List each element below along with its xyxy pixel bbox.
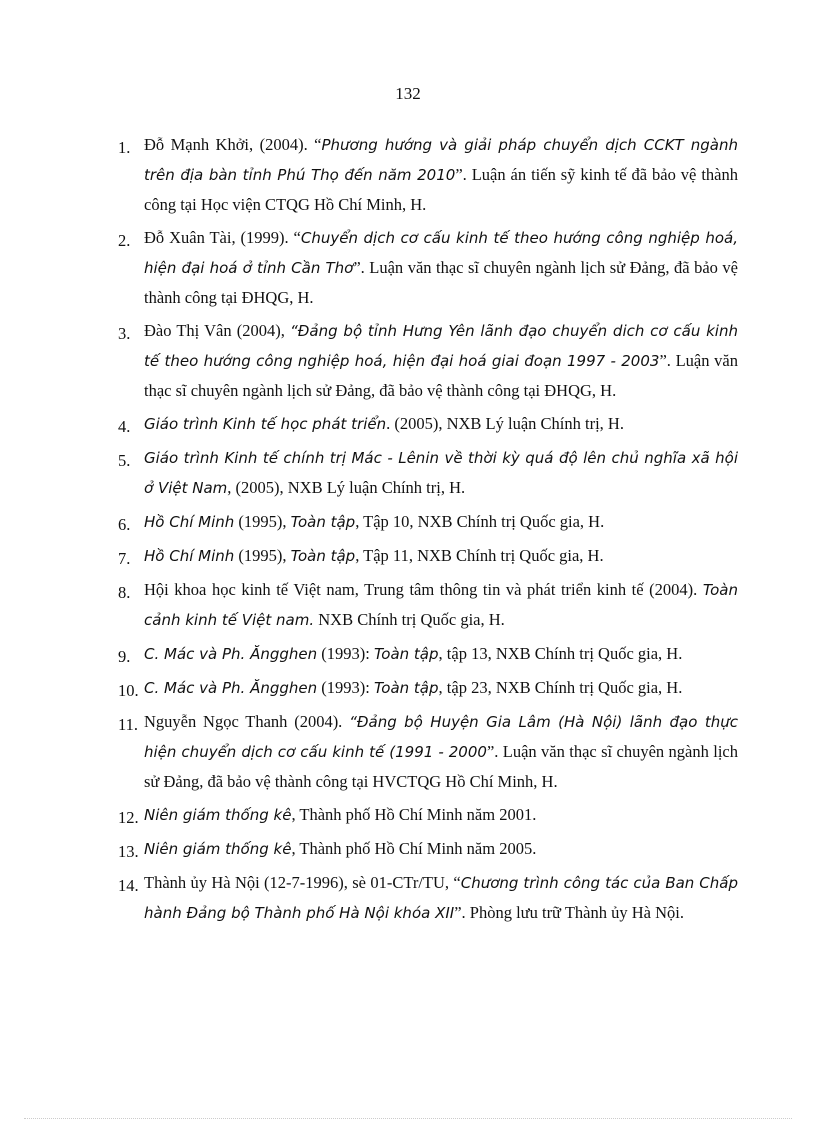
reference-title-segment: “Đảng bộ Huyện Gia Lâm (Hà Nội) lãnh đạo thực hiện chuyển dịch cơ cấu kinh tế (1991 - 2000 (144, 713, 738, 761)
reference-item (118, 868, 738, 928)
reference-number: 12. (118, 808, 139, 827)
reference-text (144, 707, 738, 796)
reference-item (118, 707, 738, 796)
reference-title-segment: Phương hướng và giải pháp chuyển dịch CCKT ngành trên địa bàn tỉnh Phú Thọ đến năm 2010 (144, 136, 739, 184)
reference-segment: (1995), (234, 512, 291, 531)
reference-number: 5. (118, 451, 131, 470)
reference-title-segment: Hồ Chí Minh (144, 513, 235, 531)
reference-segment: Thành ủy Hà Nội (12-7-1996), sè 01-CTr/TU, “ (144, 873, 461, 892)
reference-segment: (1995), (234, 546, 291, 565)
reference-text (144, 673, 738, 703)
reference-item (118, 130, 738, 219)
reference-title-segment: Toàn tập (373, 645, 439, 663)
reference-title-segment: Toàn tập (290, 547, 356, 565)
reference-segment: ”. Luận văn thạc sĩ chuyên ngành lịch sử Đảng, đã bảo vệ thành công tại ĐHQG, H. (144, 258, 738, 307)
reference-item (118, 834, 738, 864)
reference-text (144, 868, 738, 928)
reference-item (118, 507, 738, 537)
reference-text (144, 575, 738, 635)
reference-item (118, 673, 738, 703)
reference-number: 3. (118, 324, 131, 343)
reference-segment: , Thành phố Hồ Chí Minh năm 2001. (291, 805, 537, 824)
reference-number: 8. (118, 583, 131, 602)
reference-title-segment: Hồ Chí Minh (144, 547, 235, 565)
reference-title-segment: Giáo trình Kinh tế chính trị Mác - Lênin về thời kỳ quá độ lên chủ nghĩa xã hội ở Việt Nam (144, 449, 738, 497)
reference-number: 2. (118, 231, 131, 250)
reference-segment: , Thành phố Hồ Chí Minh năm 2005. (291, 839, 537, 858)
reference-segment: , (2005), NXB Lý luận Chính trị, H. (227, 478, 466, 497)
reference-item (118, 639, 738, 669)
reference-item (118, 443, 738, 503)
reference-number: 11. (118, 715, 139, 734)
reference-number: 10. (118, 681, 139, 700)
reference-segment: . (2005), NXB Lý luận Chính trị, H. (386, 414, 624, 433)
reference-segment: ”. Luận văn thạc sĩ chuyên ngành lịch sử Đảng, đã bảo vệ thành công tại HVCTQG Hồ Chí Minh, H. (144, 742, 738, 791)
reference-text (144, 507, 738, 537)
reference-segment: Nguyễn Ngọc Thanh (2004). (144, 712, 350, 731)
reference-segment: Đào Thị Vân (2004), (144, 321, 291, 340)
reference-title-segment: Niên giám thống kê (144, 806, 292, 824)
page-number: 132 (395, 84, 421, 103)
reference-segment: (1993): (317, 644, 374, 663)
reference-number: 7. (118, 549, 131, 568)
reference-title-segment: Toàn cảnh kinh tế Việt nam. (144, 581, 738, 629)
reference-text (144, 443, 738, 503)
reference-segment: , tập 23, NXB Chính trị Quốc gia, H. (438, 678, 683, 697)
reference-title-segment: “Đảng bộ tỉnh Hưng Yên lãnh đạo chuyển dich cơ cấu kinh tế theo hướng công nghiệp hoá, hiện đại hoá giai đoạn 1997 - 2003 (144, 322, 738, 370)
reference-item (118, 800, 738, 830)
reference-title-segment: Chương trình công tác của Ban Chấp hành Đảng bộ Thành phố Hà Nội khóa XII (144, 874, 738, 922)
reference-number: 1. (118, 138, 131, 157)
reference-list (118, 130, 738, 932)
reference-item (118, 575, 738, 635)
reference-title-segment: Giáo trình Kinh tế học phát triển (144, 415, 387, 433)
footer-divider (24, 1118, 792, 1119)
reference-item (118, 409, 738, 439)
reference-text (144, 834, 738, 864)
reference-text (144, 639, 738, 669)
reference-segment: NXB Chính trị Quốc gia, H. (314, 610, 505, 629)
reference-segment: ”. Luận án tiến sỹ kinh tế đã bảo vệ thành công tại Học viện CTQG Hồ Chí Minh, H. (144, 165, 738, 214)
reference-title-segment: Chuyển dịch cơ cấu kinh tế theo hướng công nghiệp hoá, hiện đại hoá ở tỉnh Cần Thơ (144, 229, 738, 277)
reference-text (144, 800, 738, 830)
reference-segment: , Tập 11, NXB Chính trị Quốc gia, H. (355, 546, 604, 565)
reference-title-segment: Toàn tập (290, 513, 356, 531)
reference-segment: , tập 13, NXB Chính trị Quốc gia, H. (438, 644, 683, 663)
reference-item (118, 316, 738, 405)
reference-item (118, 541, 738, 571)
reference-title-segment: C. Mác và Ph. Ăngghen (144, 645, 318, 663)
reference-segment: Đỗ Mạnh Khởi, (2004). “ (144, 135, 322, 154)
reference-number: 13. (118, 842, 139, 861)
reference-number: 9. (118, 647, 131, 666)
reference-segment: , Tập 10, NXB Chính trị Quốc gia, H. (355, 512, 605, 531)
reference-title-segment: C. Mác và Ph. Ăngghen (144, 679, 318, 697)
reference-segment: ”. Phòng lưu trữ Thành ủy Hà Nội. (454, 903, 684, 922)
reference-item (118, 223, 738, 312)
reference-title-segment: Toàn tập (373, 679, 439, 697)
reference-text (144, 409, 738, 439)
reference-number: 14. (118, 876, 139, 895)
reference-number: 6. (118, 515, 131, 534)
reference-segment: Hội khoa học kinh tế Việt nam, Trung tâm thông tin và phát triển kinh tế (2004). (144, 580, 703, 599)
reference-text (144, 541, 738, 571)
reference-title-segment: Niên giám thống kê (144, 840, 292, 858)
reference-text (144, 130, 738, 219)
reference-text (144, 223, 738, 312)
reference-segment: ”. Luận văn thạc sĩ chuyên ngành lịch sử Đảng, đã bảo vệ thành công tại ĐHQG, H. (144, 351, 738, 400)
reference-segment: (1993): (317, 678, 374, 697)
reference-text (144, 316, 738, 405)
reference-segment: Đỗ Xuân Tài, (1999). “ (144, 228, 301, 247)
reference-number: 4. (118, 417, 131, 436)
